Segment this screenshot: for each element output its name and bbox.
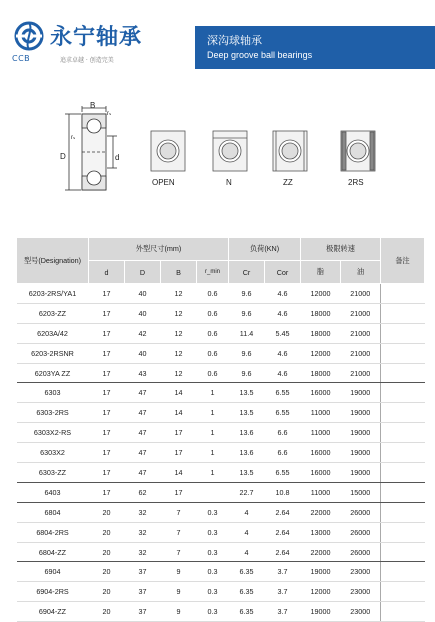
cell-cor: 6.55 bbox=[265, 463, 301, 483]
cell-note bbox=[381, 602, 425, 622]
table-row bbox=[17, 542, 425, 562]
cell-d: 32 bbox=[125, 542, 161, 562]
cell-r: 0.6 bbox=[197, 284, 229, 304]
table-row bbox=[17, 423, 425, 443]
cell-grease: 18000 bbox=[301, 303, 341, 323]
cell-model: 6904-2RS bbox=[17, 582, 89, 602]
cell-oil: 19000 bbox=[341, 423, 381, 443]
cell-r: 0.6 bbox=[197, 363, 229, 383]
cell-model: 6303-ZZ bbox=[17, 463, 89, 483]
table-row bbox=[17, 463, 425, 483]
header-dimensions: 外型尺寸(mm) bbox=[89, 238, 229, 261]
cell-b: 14 bbox=[161, 403, 197, 423]
cell-model: 6203-2RSNR bbox=[17, 343, 89, 363]
table-row bbox=[17, 383, 425, 403]
table-row bbox=[17, 363, 425, 383]
cell-b: 12 bbox=[161, 343, 197, 363]
cell-model: 6904-ZZ bbox=[17, 602, 89, 622]
cell-cor: 3.7 bbox=[265, 582, 301, 602]
cell-d: 62 bbox=[125, 482, 161, 502]
cell-cr: 9.6 bbox=[229, 363, 265, 383]
cell-oil: 26000 bbox=[341, 522, 381, 542]
cell-cor: 6.6 bbox=[265, 443, 301, 463]
table-body bbox=[17, 284, 425, 622]
cell-cr: 6.35 bbox=[229, 562, 265, 582]
cell-grease: 11000 bbox=[301, 403, 341, 423]
cell-grease: 19000 bbox=[301, 602, 341, 622]
cell-note bbox=[381, 502, 425, 522]
cell-oil: 21000 bbox=[341, 323, 381, 343]
cell-cr: 4 bbox=[229, 542, 265, 562]
cell-d: 20 bbox=[89, 582, 125, 602]
cell-d: 37 bbox=[125, 602, 161, 622]
ccb-logo-icon bbox=[14, 21, 44, 51]
cell-b: 9 bbox=[161, 582, 197, 602]
table-row bbox=[17, 502, 425, 522]
cell-cor: 10.8 bbox=[265, 482, 301, 502]
cell-oil: 21000 bbox=[341, 284, 381, 304]
cell-note bbox=[381, 463, 425, 483]
cell-b: 9 bbox=[161, 562, 197, 582]
cell-model: 6203-ZZ bbox=[17, 303, 89, 323]
cell-r: 0.6 bbox=[197, 323, 229, 343]
bearing-spec-table bbox=[16, 237, 425, 622]
cell-r: 0.3 bbox=[197, 582, 229, 602]
cell-oil: 19000 bbox=[341, 443, 381, 463]
cell-model: 6303X2 bbox=[17, 443, 89, 463]
cell-grease: 18000 bbox=[301, 323, 341, 343]
cell-cr: 6.35 bbox=[229, 602, 265, 622]
cell-oil: 21000 bbox=[341, 363, 381, 383]
cell-grease: 16000 bbox=[301, 443, 341, 463]
cell-d: 40 bbox=[125, 303, 161, 323]
cell-grease: 12000 bbox=[301, 284, 341, 304]
cell-b: 17 bbox=[161, 443, 197, 463]
cell-note bbox=[381, 343, 425, 363]
cell-model: 6804-ZZ bbox=[17, 542, 89, 562]
cell-grease: 12000 bbox=[301, 343, 341, 363]
cell-r: 1 bbox=[197, 463, 229, 483]
cell-r: 1 bbox=[197, 403, 229, 423]
header-note: 备注 bbox=[381, 238, 425, 284]
label-open: OPEN bbox=[152, 178, 175, 187]
cell-oil: 26000 bbox=[341, 502, 381, 522]
cell-cr: 13.6 bbox=[229, 443, 265, 463]
cell-oil: 23000 bbox=[341, 602, 381, 622]
cell-b: 12 bbox=[161, 284, 197, 304]
cell-d: 17 bbox=[89, 463, 125, 483]
cell-cor: 4.6 bbox=[265, 284, 301, 304]
cell-d: 17 bbox=[89, 343, 125, 363]
cell-d: 40 bbox=[125, 284, 161, 304]
label-2rs: 2RS bbox=[348, 178, 364, 187]
cell-grease: 18000 bbox=[301, 363, 341, 383]
cell-d: 37 bbox=[125, 562, 161, 582]
cell-model: 6303X2-RS bbox=[17, 423, 89, 443]
cell-b: 7 bbox=[161, 502, 197, 522]
cell-cr: 13.6 bbox=[229, 423, 265, 443]
cell-d: 17 bbox=[89, 323, 125, 343]
table-row bbox=[17, 303, 425, 323]
cell-oil: 15000 bbox=[341, 482, 381, 502]
cell-cor: 4.6 bbox=[265, 363, 301, 383]
header-model: 型号(Designation) bbox=[17, 238, 89, 284]
cell-cor: 6.55 bbox=[265, 383, 301, 403]
cell-b: 12 bbox=[161, 363, 197, 383]
label-rs: rₛ bbox=[107, 111, 112, 117]
cell-cor: 3.7 bbox=[265, 602, 301, 622]
cell-cr: 13.5 bbox=[229, 403, 265, 423]
cell-r: 1 bbox=[197, 423, 229, 443]
bearing-2rs-icon bbox=[338, 128, 378, 176]
cell-r bbox=[197, 482, 229, 502]
cell-cor: 5.45 bbox=[265, 323, 301, 343]
cell-b: 14 bbox=[161, 463, 197, 483]
label-rs-side: rₛ bbox=[71, 135, 76, 141]
cell-note bbox=[381, 383, 425, 403]
cell-d: 17 bbox=[89, 363, 125, 383]
cell-cr: 6.35 bbox=[229, 582, 265, 602]
header-b: B bbox=[161, 261, 197, 284]
cell-d: 43 bbox=[125, 363, 161, 383]
cell-note bbox=[381, 284, 425, 304]
cell-note bbox=[381, 423, 425, 443]
brand-name: 永宁轴承 bbox=[50, 25, 143, 50]
cell-b: 7 bbox=[161, 542, 197, 562]
cell-r: 0.3 bbox=[197, 502, 229, 522]
cell-oil: 21000 bbox=[341, 343, 381, 363]
cell-model: 6804 bbox=[17, 502, 89, 522]
cell-d: 17 bbox=[89, 443, 125, 463]
cell-model: 6303-2RS bbox=[17, 403, 89, 423]
cell-grease: 22000 bbox=[301, 502, 341, 522]
cell-grease: 19000 bbox=[301, 562, 341, 582]
bearing-zz-icon bbox=[270, 128, 310, 176]
cell-grease: 12000 bbox=[301, 582, 341, 602]
cell-model: 6203YA ZZ bbox=[17, 363, 89, 383]
cell-d: 20 bbox=[89, 522, 125, 542]
brand-slogan: 追求卓越 · 创造完美 bbox=[60, 57, 114, 64]
cell-model: 6403 bbox=[17, 482, 89, 502]
cell-b: 12 bbox=[161, 323, 197, 343]
header-load: 负荷(KN) bbox=[229, 238, 301, 261]
cell-cor: 6.55 bbox=[265, 403, 301, 423]
cell-cr: 9.6 bbox=[229, 303, 265, 323]
cell-cor: 4.6 bbox=[265, 343, 301, 363]
cell-cor: 4.6 bbox=[265, 303, 301, 323]
cell-note bbox=[381, 303, 425, 323]
cell-d: 17 bbox=[89, 303, 125, 323]
cell-cr: 13.5 bbox=[229, 463, 265, 483]
label-zz: ZZ bbox=[283, 178, 293, 187]
cell-model: 6904 bbox=[17, 562, 89, 582]
cell-b: 9 bbox=[161, 602, 197, 622]
cell-grease: 16000 bbox=[301, 463, 341, 483]
bearing-open-icon bbox=[148, 128, 188, 176]
table-row bbox=[17, 582, 425, 602]
header-grease: 脂 bbox=[301, 261, 341, 284]
cell-b: 12 bbox=[161, 303, 197, 323]
cell-cor: 2.64 bbox=[265, 522, 301, 542]
table-row bbox=[17, 482, 425, 502]
cell-oil: 26000 bbox=[341, 542, 381, 562]
cell-r: 0.6 bbox=[197, 343, 229, 363]
cell-d: 47 bbox=[125, 403, 161, 423]
cell-cor: 2.64 bbox=[265, 502, 301, 522]
cell-oil: 23000 bbox=[341, 582, 381, 602]
header-rmin: r_min bbox=[197, 261, 229, 284]
cell-r: 0.3 bbox=[197, 542, 229, 562]
cell-model: 6303 bbox=[17, 383, 89, 403]
header-outer-d: D bbox=[125, 261, 161, 284]
brand-abbr: CCB bbox=[12, 54, 31, 63]
bearing-diagrams bbox=[0, 96, 435, 206]
cell-oil: 19000 bbox=[341, 463, 381, 483]
cell-cr: 13.5 bbox=[229, 383, 265, 403]
cell-grease: 11000 bbox=[301, 423, 341, 443]
cell-oil: 21000 bbox=[341, 303, 381, 323]
cell-d: 32 bbox=[125, 522, 161, 542]
cell-d: 47 bbox=[125, 423, 161, 443]
label-d-outer: D bbox=[60, 152, 66, 161]
table-row bbox=[17, 343, 425, 363]
table-row bbox=[17, 522, 425, 542]
cell-b: 7 bbox=[161, 522, 197, 542]
cell-note bbox=[381, 443, 425, 463]
table-row bbox=[17, 562, 425, 582]
cell-cr: 4 bbox=[229, 522, 265, 542]
cell-oil: 19000 bbox=[341, 383, 381, 403]
cell-grease: 16000 bbox=[301, 383, 341, 403]
cell-r: 0.3 bbox=[197, 562, 229, 582]
cell-d: 17 bbox=[89, 403, 125, 423]
cell-d: 37 bbox=[125, 582, 161, 602]
cell-grease: 22000 bbox=[301, 542, 341, 562]
table-row bbox=[17, 443, 425, 463]
cell-r: 0.3 bbox=[197, 602, 229, 622]
cell-oil: 19000 bbox=[341, 403, 381, 423]
table-row bbox=[17, 602, 425, 622]
cell-d: 32 bbox=[125, 502, 161, 522]
banner-title-en: Deep groove ball bearings bbox=[207, 50, 313, 60]
bearing-n-icon bbox=[210, 128, 250, 176]
cell-d: 47 bbox=[125, 463, 161, 483]
cell-b: 17 bbox=[161, 482, 197, 502]
cell-r: 1 bbox=[197, 443, 229, 463]
cell-d: 17 bbox=[89, 383, 125, 403]
page-header bbox=[0, 0, 435, 72]
cell-note bbox=[381, 482, 425, 502]
cell-cr: 22.7 bbox=[229, 482, 265, 502]
cell-cr: 4 bbox=[229, 502, 265, 522]
cell-grease: 13000 bbox=[301, 522, 341, 542]
cell-r: 0.3 bbox=[197, 522, 229, 542]
cell-d: 20 bbox=[89, 562, 125, 582]
table-row bbox=[17, 284, 425, 304]
cell-note bbox=[381, 582, 425, 602]
cell-r: 0.6 bbox=[197, 303, 229, 323]
cell-d: 17 bbox=[89, 423, 125, 443]
cell-model: 6203A/42 bbox=[17, 323, 89, 343]
cell-d: 47 bbox=[125, 443, 161, 463]
cell-note bbox=[381, 542, 425, 562]
cell-b: 17 bbox=[161, 423, 197, 443]
cell-note bbox=[381, 522, 425, 542]
cell-cr: 9.6 bbox=[229, 343, 265, 363]
cell-d: 42 bbox=[125, 323, 161, 343]
cell-note bbox=[381, 562, 425, 582]
table-row bbox=[17, 323, 425, 343]
cell-d: 47 bbox=[125, 383, 161, 403]
cell-note bbox=[381, 323, 425, 343]
cell-d: 17 bbox=[89, 482, 125, 502]
cell-cor: 6.6 bbox=[265, 423, 301, 443]
cell-note bbox=[381, 403, 425, 423]
label-d-inner: d bbox=[115, 153, 120, 162]
cell-model: 6203-2RS/YA1 bbox=[17, 284, 89, 304]
cell-b: 14 bbox=[161, 383, 197, 403]
cell-d: 20 bbox=[89, 602, 125, 622]
label-b: B bbox=[90, 101, 96, 110]
cell-cr: 9.6 bbox=[229, 284, 265, 304]
cell-grease: 11000 bbox=[301, 482, 341, 502]
banner-title-cn: 深沟球轴承 bbox=[207, 34, 262, 47]
cell-r: 1 bbox=[197, 383, 229, 403]
header-d: d bbox=[89, 261, 125, 284]
header-oil: 油 bbox=[341, 261, 381, 284]
cell-cr: 11.4 bbox=[229, 323, 265, 343]
header-cor: Cor bbox=[265, 261, 301, 284]
cell-cor: 3.7 bbox=[265, 562, 301, 582]
cell-d: 17 bbox=[89, 284, 125, 304]
cell-note bbox=[381, 363, 425, 383]
header-cr: Cr bbox=[229, 261, 265, 284]
cell-d: 20 bbox=[89, 502, 125, 522]
cell-model: 6804-2RS bbox=[17, 522, 89, 542]
label-n: N bbox=[226, 178, 232, 187]
header-speed: 极限转速 bbox=[301, 238, 381, 261]
cell-d: 20 bbox=[89, 542, 125, 562]
table-row bbox=[17, 403, 425, 423]
cell-d: 40 bbox=[125, 343, 161, 363]
cell-cor: 2.64 bbox=[265, 542, 301, 562]
cell-oil: 23000 bbox=[341, 562, 381, 582]
